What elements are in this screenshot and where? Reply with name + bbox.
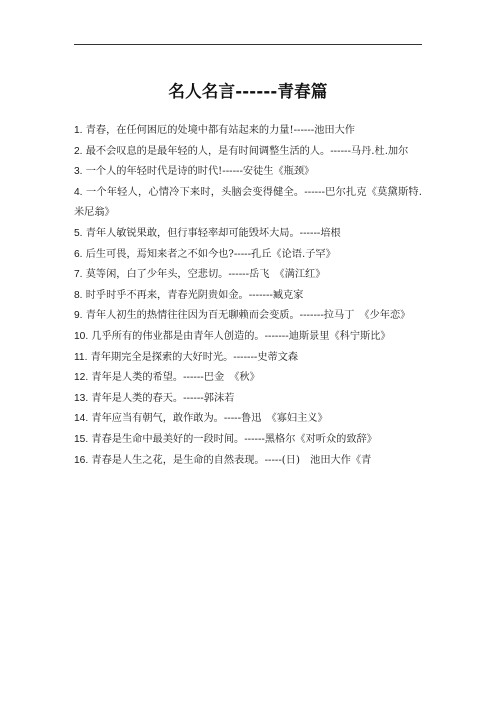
quote-number: 8. [74,289,83,301]
quote-text: 青年人敏锐果敢，但行事轻率却可能毁坏大局。------培根 [82,227,341,239]
quote-item [74,348,422,369]
quote-text: 后生可畏，焉知来者之不如今也?-----孔丘《论语.子罕》 [82,248,336,260]
quote-number: 15. [74,433,89,445]
quote-item [74,368,422,389]
quote-text: 青年人初生的热情往往因为百无聊赖而会变质。-------拉马丁 《少年恋》 [82,310,411,322]
quote-item [74,286,422,307]
quote-item [74,430,422,451]
quote-number: 13. [74,392,89,404]
quote-text: 几乎所有的伟业都是由青年人创造的。-------迪斯景里《科宁斯比》 [88,330,391,342]
quote-text: 青年期完全是探索的大好时光。-------史蒂文森 [87,351,299,363]
quote-number: 6. [74,248,83,260]
quote-text: 青春是生命中最美好的一段时间。------黑格尔《对听众的致辞》 [88,433,377,445]
quote-text: 青年是人类的希望。------巴金 《秋》 [88,372,260,384]
quote-text: 时乎时乎不再来，青春光阴贵如金。-------臧克家 [82,289,304,301]
quote-item [74,121,422,142]
quote-text: 一个人的年轻时代是诗的时代!------安徒生《瓶颈》 [82,166,315,178]
quote-number: 11. [74,351,88,363]
quote-text: 最不会叹息的是最年轻的人，是有时间调整生活的人。------马丹.杜.加尔 [82,145,409,157]
quote-number: 5. [74,227,83,239]
quote-number: 10. [74,330,89,342]
quote-number: 2. [74,145,83,157]
quote-number: 12. [74,372,89,384]
quote-item [74,327,422,348]
quote-number: 4. [74,186,83,198]
quote-item [74,183,422,224]
quote-item [74,409,422,430]
quote-text: 青春，在任何困厄的处境中都有站起来的力量!------池田大作 [82,125,355,136]
quote-item [74,306,422,327]
quote-number: 14. [74,413,89,425]
quote-item [74,245,422,266]
quote-number: 7. [74,269,83,281]
quote-text: 青年是人类的春天。------郭沫若 [88,392,235,404]
quote-text: 一个年轻人，心情冷下来时，头脑会变得健全。------巴尔扎克《莫黛斯特.米尼翁》 [74,186,422,219]
quote-text: 青春是人生之花，是生命的自然表现。-----(日) 池田大作《青 [88,454,372,466]
page-title: 名人名言------青春篇 [168,82,328,101]
quote-text: 莫等闲，白了少年头，空悲切。------岳飞 《满江红》 [82,269,326,281]
quote-item [74,451,422,472]
quote-item [74,224,422,245]
quote-item [74,142,422,163]
quote-number: 1. [74,125,83,136]
quote-item [74,162,422,183]
quote-number: 9. [74,310,83,322]
quote-text: 青年应当有朝气，敢作敢为。-----鲁迅 《寡妇主义》 [88,413,328,425]
quote-number: 16. [74,454,89,466]
quote-number: 3. [74,166,83,178]
quote-list [74,121,422,471]
quote-item [74,389,422,410]
quote-item [74,265,422,286]
header-rule [74,44,422,45]
